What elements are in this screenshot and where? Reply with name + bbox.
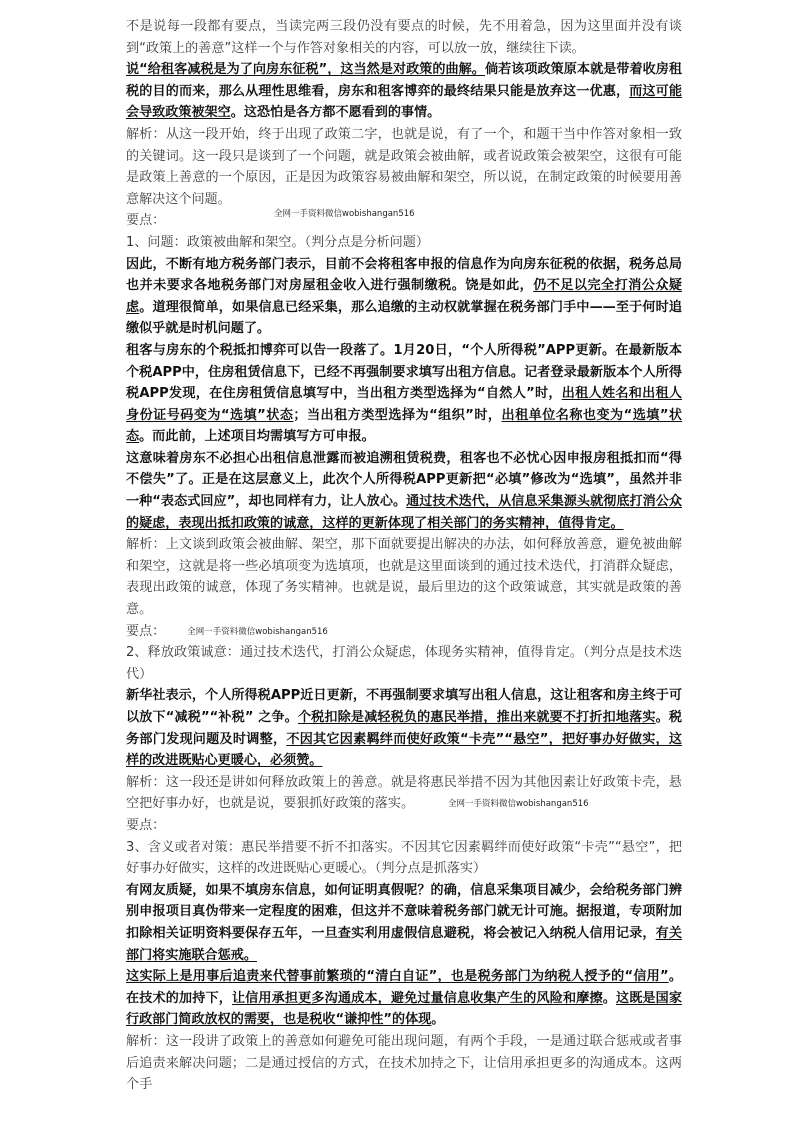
key-point-2: 2、释放政策诚意：通过技术迭代，打消公众疑虑，体现务实精神，值得肯定。（判分点是技术迭代）: [126, 645, 682, 682]
underlined-quote: 出租人姓名和出租人身份证号码变为“选填”状态: [126, 386, 683, 423]
article-paragraph-3: [126, 340, 682, 448]
paragraph-text: 。: [602, 990, 616, 1006]
underlined-quote: 仍不足以完全打消公众疑虑: [126, 278, 683, 315]
paragraph-text: ；当出租方类型选择为“组织”时，: [293, 407, 502, 423]
underlined-quote: 不因其它因素羁绊而使好政策“卡壳”“悬空”，把好事办好做实，这样的改进既贴心更暖心，必须赞。: [126, 731, 683, 769]
key-point-3: 3、含义或者对策：惠民举措要不折不扣落实。不因其它因素羁绊而使好政策“卡壳”“悬空”，把好事办好做实，这样的改进既贴心更暖心。（判分点是抓落实）: [126, 839, 682, 877]
key-point-label: 要点：: [126, 817, 166, 833]
underlined-quote: 个税扣除是减轻税负的惠民举措，推出来就要不打折扣地落实: [297, 710, 656, 725]
paragraph-text: 有网友质疑，如果不填房东信息，如何证明真假呢？的确，信息采集项目减少，会给税务部门辨别申报项目真伪带来一定程度的困难，但这并不意味着税务部门就无计可施。据报道，专项附加扣除相关证明资料要保存五年，一旦查实利用虚假信息避税，将会被记入纳税人信用记录，: [126, 882, 682, 941]
key-point-label-text: 要点：: [126, 623, 166, 639]
paragraph-text: 新华社表示，个人所得税APP近日更新，不再强制要求填写出租人信息，这让租客和房主终于可以放下“减税”“补税” 之争。: [126, 688, 682, 725]
analysis-paragraph-1: 解析：从这一段开始，终于出现了政策二字，也就是说，有了一个，和题干当中作答对象相一致的关键词。这一段只是谈到了一个问题，就是政策会被曲解，或者说政策会被架空，这很有可能是政策上善意的一个原因，正是因为政策容易被曲解和架空，所以说，在制定政策的时候要用善意解决这个问题。: [126, 126, 682, 207]
article-paragraph-2: [126, 254, 682, 340]
intro-paragraph: 不是说每一段都有要点，当读完两三段仍没有要点的时候，先不用着急，因为这里面并没有谈到“政策上的善意”这样一个与作答对象相关的内容，可以放一放，继续往下读。: [126, 19, 682, 56]
article-paragraph-6: [126, 880, 682, 966]
analysis-paragraph-4: 解析：这一段讲了政策上的善意如何避免可能出现问题，有两个手段，一是通过联合惩戒或者事后追责来解决问题；二是通过授信的方式，在技术加持之下，让信用承担更多的沟通成本。这两个手: [126, 1033, 682, 1093]
paragraph-text: 。这恐怕是各方都不愿看到的事情。: [230, 105, 441, 121]
paragraph-text: 这意味着房东不必担心出租信息泄露而被追溯租赁税费，租客也不必忧心因申报房租抵扣而“得不偿失”了。正是在这层意义上，此次个人所得税APP更新把“必填”修改为“选填”，虽然并非一种“表态式回应”，却也同样有力，让人放心。: [126, 450, 682, 510]
underlined-quote: 出租单位名称也变为“选填”状态: [126, 407, 683, 445]
paragraph-text: 。道理很简单，如果信息已经采集，那么追缴的主动权就掌握在税务部门手中——至于何时追缴似乎就是时机问题了。: [126, 299, 683, 337]
paragraph-text: 。税务部门发现问题及时调整，: [126, 710, 682, 747]
paragraph-text: 。而此前，上述项目均需填写方可申报。: [139, 429, 375, 445]
watermark-text: 全网一手资料微信wobishangan516: [274, 209, 415, 220]
paragraph-text: 。在技术的加持下，: [126, 969, 683, 1006]
underlined-quote: 这实际上是用事后追责来代替事前繁琐的“清白自证”，也是税务部门为纳税人授予的“信用”: [126, 969, 669, 985]
key-point-label: [126, 621, 682, 643]
article-paragraph-7: [126, 966, 682, 1031]
article-paragraph-4: [126, 448, 682, 534]
paragraph-text: 。: [431, 1012, 445, 1028]
paragraph-text: 因此，不断有地方税务部门表示，目前不会将租客申报的信息作为向房东征税的依据，税务总局也并未要求各地税务部门对房屋租金收入进行强制缴税。饶是如此，: [126, 256, 682, 294]
underlined-quote: 通过技术迭代，从信息采集源头就彻底打消公众的疑虑，表现出抵扣政策的诚意，这样的更新体现了相关部门的务实精神，值得肯定。: [126, 494, 682, 531]
underlined-quote: 而这可能会导致政策被架空: [126, 83, 683, 121]
key-point-label: 要点：: [126, 213, 166, 229]
paragraph-text: 倘若该项政策原本就是带着收房租税的目的而来，那么从理性思维看，房东和租客博弈的最终结果只能是放弃这一优惠，: [126, 62, 683, 99]
underlined-quote: 有关部门将实施联合惩戒。: [126, 925, 683, 963]
article-paragraph-5: [126, 685, 682, 771]
analysis-paragraph-2: 解析：上文谈到政策会被曲解、架空，那下面就要提出解决的办法，如何释放善意，避免被曲解和架空，这就是将一些必填项变为选填项，也就是这里面谈到的通过技术迭代，打消群众疑虑，表现出政策的诚意，体现了务实精神。也就是说，最后里边的这个政策诚意，其实就是政策的善意。: [126, 537, 682, 618]
underlined-quote: 说“给租客减税是为了向房东征税”，这当然是对政策的曲解。: [126, 62, 485, 78]
underlined-quote: 这既是国家行政部门简政放权的需要，也是税收“谦抑性”的体现: [126, 990, 683, 1028]
paragraph-text: 租客与房东的个税抵扣博弈可以告一段落了。1月20日，“个人所得税”APP更新。在最新版本个税APP中，住房租赁信息下，已经不再强制要求填写出租方信息。记者登录最新版本个人所得税APP发现，在住房租赁信息填写中，当出租方类型选择为“自然人”时，: [126, 342, 682, 402]
underlined-quote: 让信用承担更多沟通成本，避免过量信息收集产生的风险和摩擦: [231, 990, 603, 1006]
analysis-paragraph-3: 解析：这一段还是讲如何释放政策上的善意。就是将惠民举措不因为其他因素让好政策卡壳，悬空把好事办好，也就是说，要狠抓好政策的落实。: [126, 774, 682, 812]
watermark-text: 全网一手资料微信wobishangan516: [448, 798, 589, 809]
key-point-1: 1、问题：政策被曲解和架空。（判分点是分析问题）: [126, 234, 429, 250]
watermark-text: 全网一手资料微信wobishangan516: [187, 626, 328, 637]
article-paragraph-1: [126, 59, 682, 124]
